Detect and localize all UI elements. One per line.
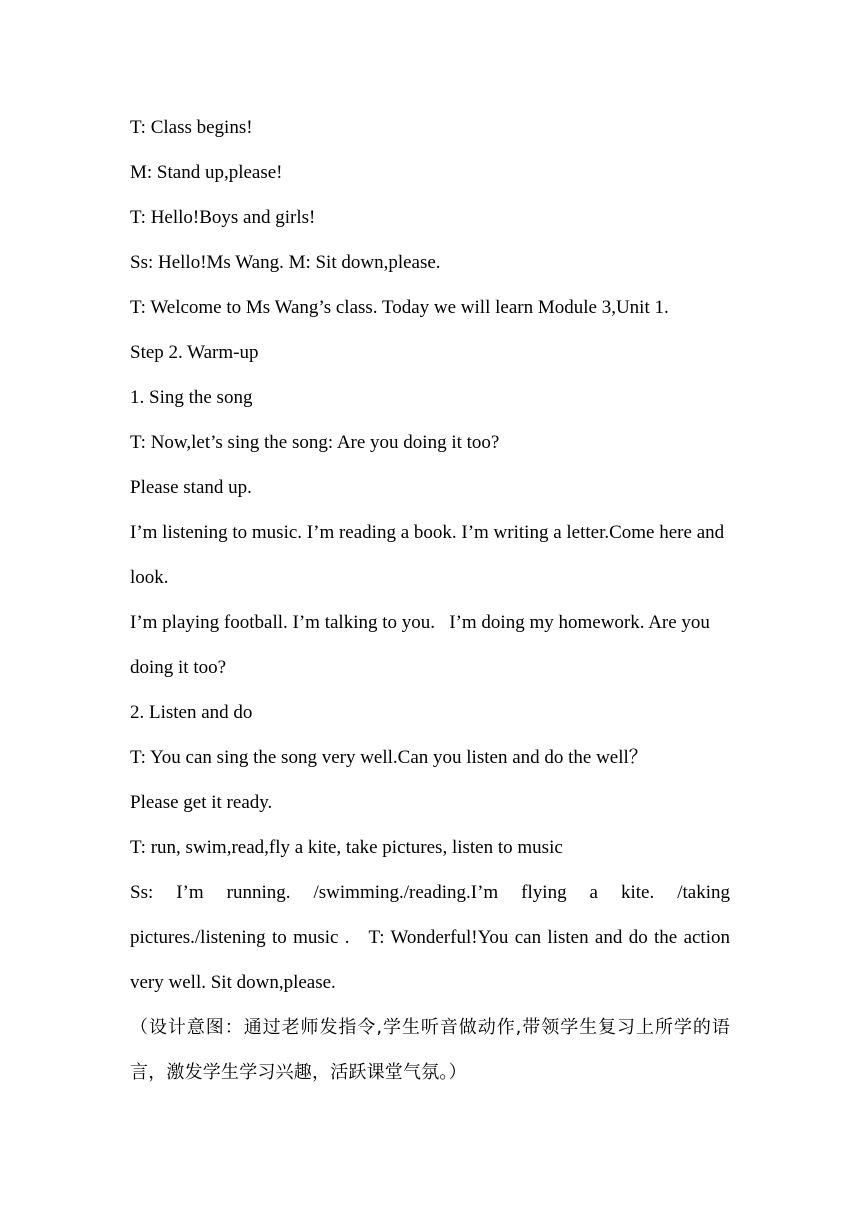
- lesson-text: [130, 105, 730, 1095]
- line-hello-ms-wang: Ss: Hello!Ms Wang. M: Sit down,please.: [130, 252, 441, 273]
- line-hello-boys-girls: T: Hello!Boys and girls!: [130, 207, 316, 228]
- step-2-heading: Step 2. Warm-up: [130, 342, 259, 363]
- sing-song-heading: 1. Sing the song: [130, 387, 253, 408]
- song-lyrics-part-2: I’m playing football. I’m talking to you. I’m doing my homework. Are you doing it too?: [130, 612, 710, 678]
- line-sing-the-song: T: Now,let’s sing the song: Are you doing it too?: [130, 432, 500, 453]
- line-welcome: T: Welcome to Ms Wang’s class. Today we will learn Module 3,Unit 1.: [130, 297, 669, 318]
- line-please-stand-up: Please stand up.: [130, 477, 252, 498]
- line-get-ready: Please get it ready.: [130, 792, 273, 813]
- line-student-response: Ss: I’m running. /swimming./reading.I’m flying a kite. /taking pictures./listening to music . T: Wonderful!You can listen and do the action very well. Sit down,please.: [130, 882, 730, 993]
- song-lyrics-part-1: I’m listening to music. I’m reading a book. I’m writing a letter.Come here and look.: [130, 522, 725, 588]
- line-listen-instruction: T: You can sing the song very well.Can you listen and do the well？: [130, 747, 648, 768]
- line-stand-up: M: Stand up,please!: [130, 162, 283, 183]
- line-class-begins: T: Class begins!: [130, 117, 253, 138]
- line-commands: T: run, swim,read,fly a kite, take pictures, listen to music: [130, 837, 563, 858]
- listen-and-do-heading: 2. Listen and do: [130, 702, 253, 723]
- design-intent-note: （设计意图：通过老师发指令,学生听音做动作,带领学生复习上所学的语言，激发学生学习兴趣，活跃课堂气氛。）: [130, 1017, 730, 1083]
